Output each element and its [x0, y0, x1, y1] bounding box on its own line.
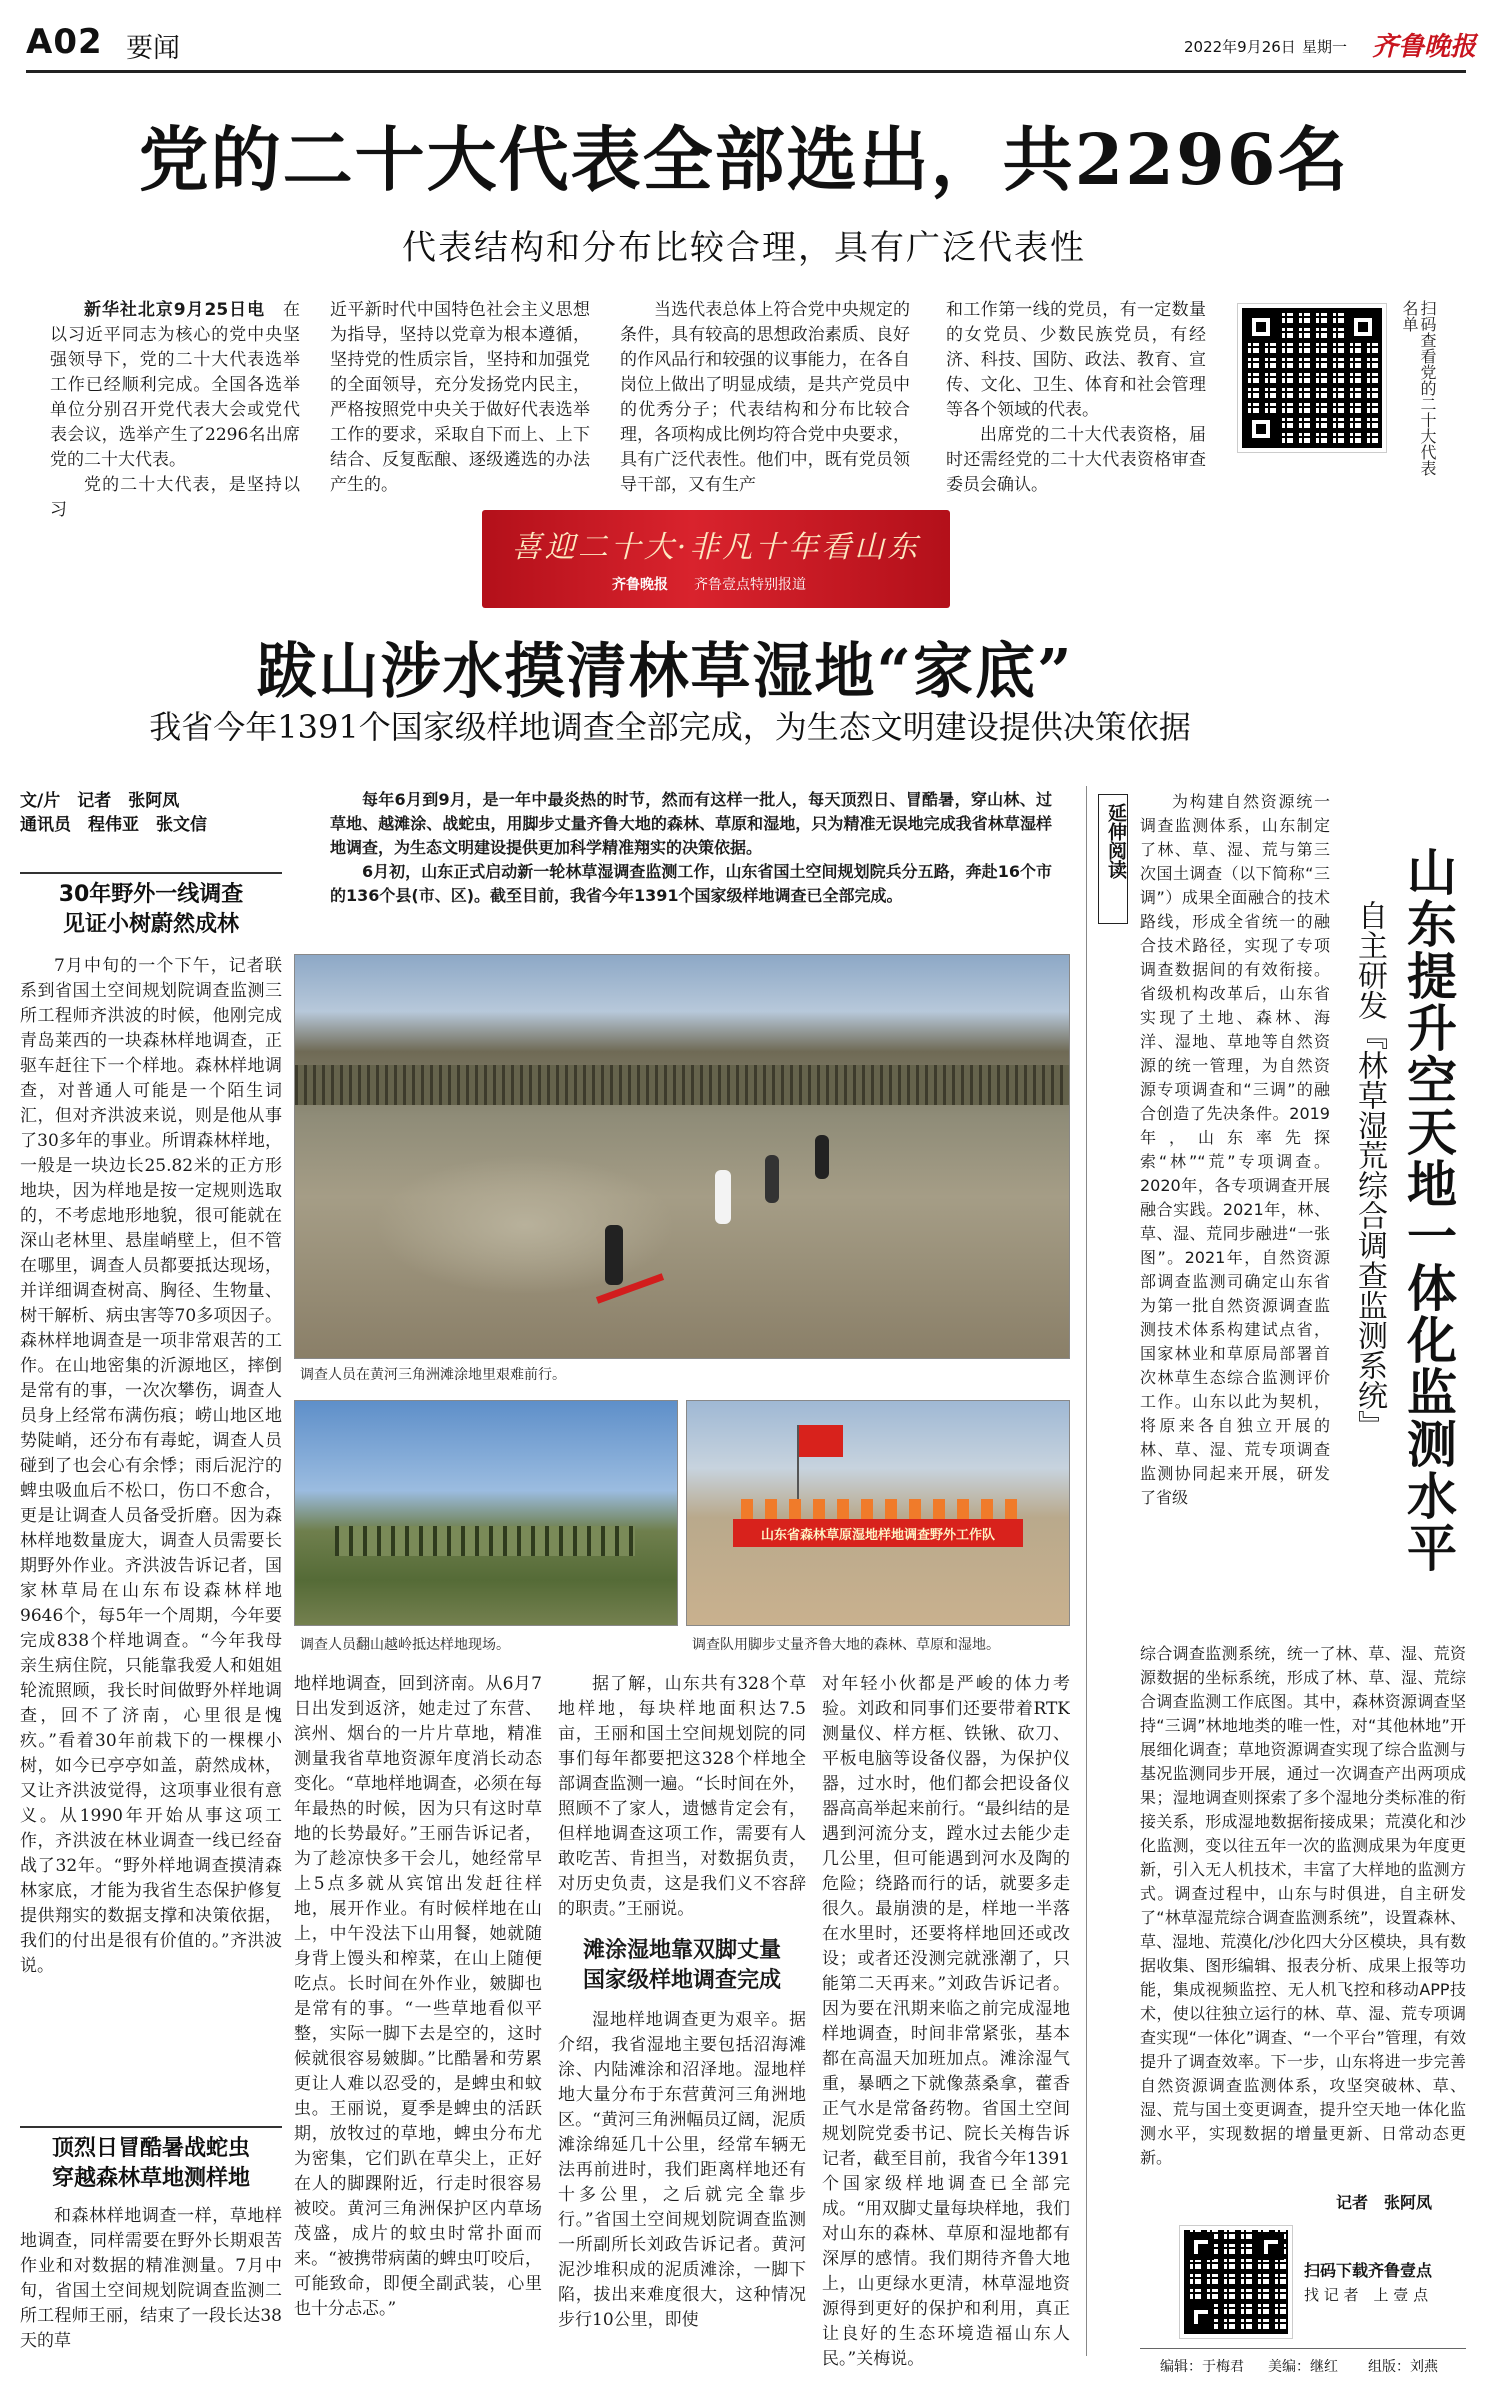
photo-hillside — [294, 1400, 678, 1626]
left-column-rule — [20, 872, 282, 874]
section-name: 要闻 — [126, 33, 180, 64]
feature-subhead: 我省今年1391个国家级样地调查全部完成，为生态文明建设提供决策依据 — [149, 708, 1191, 746]
app-download-line-2: 找 记 者 上 壹 点 — [1304, 2286, 1429, 2304]
masthead-rule — [26, 70, 1466, 73]
middle-column-1 — [294, 1672, 542, 2384]
banner-tag: 齐鲁壹点特别报道 — [694, 577, 806, 593]
lead-subhead: 代表结构和分布比较合理，具有广泛代表性 — [402, 228, 1086, 268]
app-download-line-1: 扫码下载齐鲁壹点 — [1304, 2261, 1433, 2280]
lead-column-3 — [620, 298, 910, 498]
sidebar-column-1 — [1140, 790, 1330, 1642]
footer-proofer: 组版：刘燕 — [1368, 2359, 1438, 2375]
app-qr-code[interactable] — [1180, 2226, 1292, 2338]
left-column-body-2: 和森林样地调查一样，草地样地调查，同样需要在野外长期艰苦作业和对数据的精准测量。7月中旬，省国土空间规划院调查监测二所工程师王丽，结束了一段长达38天的草 — [20, 2206, 282, 2351]
footer-designer: 美编：继红 — [1268, 2359, 1338, 2375]
photo-banner-text: 山东省森林草原湿地样地调查野外工作队 — [760, 1528, 995, 1543]
lead-dateline: 新华社北京9月25日电 — [84, 300, 266, 320]
banner-title: 喜迎二十大·非凡十年看山东 — [511, 530, 921, 565]
middle-column-2-body-a: 据了解，山东共有328个草地样地，每块样地面积达7.5亩，王丽和国土空间规划院的同事们每年都要把这328个样地全部调查监测一遍。“长时间在外，照顾不了家人，遗憾肯定会有，但样地调查这项工作，需要有人敢吃苦、肯担当，对数据负责，对历史负责，这是我们义不容辞的职责。”王丽说。 — [558, 1674, 806, 1919]
middle-column-1-body: 地样地调查，回到济南。从6月7日出发到返济，她走过了东营、滨州、烟台的一片片草地，精准测量我省草地资源年度消长动态变化。“草地样地调查，必须在每年最热的时候，因为只有这时草地的长势最好。”王丽告诉记者，为了趁凉快多干会儿，她经常早上5点多就从宾馆出发赶往样地，展开作业。有时候样地在山上，中午没法下山用餐，她就随身背上馒头和榨菜，在山上随便吃点。长时间在外作业，皴脚也是常有的事。“一些草地看似平整，实际一脚下去是空的，这时候就很容易皴脚。”比酷暑和劳累更让人难以忍受的，是蜱虫和蚊虫。王丽说，夏季是蜱虫的活跃期，放牧过的草地，蜱虫分布尤为密集，它们趴在草尖上，正好在人的脚踝附近，行走时很容易被咬。黄河三角洲保护区内草场茂盛，成片的蚊虫时常扑面而来。“被携带病菌的蜱虫叮咬后，可能致命，即便全副武装，心里也十分忐忑。” — [294, 1674, 542, 2319]
sidebar-body-1: 为构建自然资源统一调查监测体系，山东制定了林、草、湿、荒与第三次国土调查（以下简称“三调”）成果全面融合的技术路线，形成全省统一的融合技术路径，实现了专项调查数据间的有效衔接。省级机构改革后，山东省实现了土地、森林、海洋、湿地、草地等自然资源的统一管理，为自然资源专项调查和“三调”的融合创造了先决条件。2019年，山东率先探索“林”“荒”专项调查。2020年，各专项调查开展融合实践。2021年，林、草、湿、荒同步融进“一张图”。2021年，自然资源部调查监测司确定山东省为第一批自然资源调查监测技术体系构建试点省，国家林业和草原局部署首次林草生态综合监测评价工作。山东以此为契机，将原来各自独立开展的林、草、湿、荒专项调查监测协同起来开展，研发了省级 — [1140, 792, 1330, 1507]
sidebar-divider — [1086, 786, 1087, 2356]
lead-column-2 — [330, 298, 590, 498]
lead-text-2: 近平新时代中国特色社会主义思想为指导，坚持以党章为根本遵循，坚持党的性质宗旨，坚持和加强党的全面领导，充分发扬党内民主，严格按照党中央关于做好代表选举工作的要求，采取自下而上、上下结合、反复酝酿、逐级遴选的办法产生的。 — [330, 300, 590, 495]
sidebar-headline: 山东提升空天地一体化监测水平 — [1399, 846, 1458, 1574]
feature-byline-2: 通讯员 程伟亚 张文信 — [20, 815, 207, 835]
lead-text-1b: 党的二十大代表，是坚持以习 — [50, 475, 300, 520]
feature-headline: 跋山涉水摸清林草湿地“家底” — [256, 637, 1074, 707]
photo-tidal-flat — [294, 954, 1070, 1359]
banner-brand: 齐鲁晚报 — [612, 577, 668, 593]
left-column-text-2 — [20, 2204, 282, 2384]
series-banner — [482, 510, 950, 608]
sidebar-tag-box — [1098, 794, 1128, 924]
footer-editor: 编辑：于梅君 — [1160, 2359, 1244, 2375]
feature-intro — [330, 788, 1052, 908]
page-number: A02 — [26, 22, 103, 62]
sidebar-byline: 记者 张阿凤 — [1336, 2193, 1433, 2212]
left-subhead-rule — [20, 2126, 282, 2128]
lead-text-4: 和工作第一线的党员，有一定数量的女党员、少数民族党员，有经济、科技、国防、政法、教育、宣传、文化、卫生、体育和社会管理等各个领域的代表。 — [946, 300, 1206, 420]
lead-text-1: 在以习近平同志为核心的党中央坚强领导下，党的二十大代表选举工作已经顺利完成。全国各选举单位分别召开党代表大会或党代表会议，选举产生了2296名出席党的二十大代表。 — [50, 300, 300, 470]
subhead-wetland: 滩涂湿地靠双脚丈量 国家级样地调查完成 — [582, 1938, 781, 1993]
issue-weekday: 星期一 — [1302, 38, 1348, 56]
lead-text-4b: 出席党的二十大代表资格，届时还需经党的二十大代表资格审查委员会确认。 — [946, 425, 1206, 495]
sidebar-tag: 延伸阅读 — [1105, 803, 1127, 879]
sidebar-subhead: 自主研发『林草湿荒综合调查监测系统』 — [1352, 900, 1387, 1440]
footer-rule — [1140, 2348, 1466, 2349]
sidebar-column-2 — [1140, 1642, 1466, 2188]
lead-column-1 — [50, 298, 300, 523]
lead-qr-note: 扫码查看党的二十大代表名单 — [1400, 300, 1437, 476]
issue-date: 2022年9月26日 — [1184, 38, 1296, 56]
middle-column-3 — [822, 1672, 1070, 2384]
caption-tidal-flat: 调查人员在黄河三角洲滩涂地里艰难前行。 — [300, 1367, 566, 1383]
lead-headline: 党的二十大代表全部选出，共2296名 — [138, 118, 1350, 201]
left-column-body: 7月中旬的一个下午，记者联系到省国土空间规划院调查监测三所工程师齐洪波的时候，他刚完成青岛莱西的一块森林样地调查，正驱车赶往下一个样地。森林样地调查，对普通人可能是一个陌生词汇，但对齐洪波来说，则是他从事了30多年的事业。所谓森林样地，一般是一块边长25.82米的正方形地块，因为样地是按一定规则选取的，不考虑地形地貌，很可能就在深山老林里、悬崖峭壁上，但不管在哪里，调查人员都要抵达现场，并详细调查树高、胸径、生物量、树干解析、病虫害等70多项因子。森林样地调查是一项非常艰苦的工作。在山地密集的沂源地区，摔倒是常有的事，一次次攀伤，调查人员身上经常布满伤痕；崂山地区地势陡峭，还分布有毒蛇，调查人员碰到了也会心有余悸；雨后泥泞的蜱虫吸血后不松口，伤口不愈合，更是让调查人员备受折磨。因为森林样地数量庞大，调查人员需要长期野外作业。齐洪波告诉记者，国家林草局在山东布设森林样地9646个，每5年一个周期，今年要完成838个样地调查。“今年我母亲生病住院，只能靠我爱人和姐姐轮流照顾，我长时间做野外样地调查，回不了济南，心里很是愧疚。”看着30年前栽下的一棵棵小树，如今已亭亭如盖，蔚然成林，又让齐洪波觉得，这项事业很有意义。从1990年开始从事这项工作，齐洪波在林业调查一线已经奋战了32年。“野外样地调查摸清森林家底，才能为我省生态保护修复提供翔实的数据支撑和决策依据，我们的付出是很有价值的。”齐洪波说。 — [20, 956, 282, 1976]
lead-column-4 — [946, 298, 1206, 498]
middle-column-2-body-b: 湿地样地调查更为艰辛。据介绍，我省湿地主要包括沼海滩涂、内陆滩涂和沼泽地。湿地样地大量分布于东营黄河三角洲地区。“黄河三角洲幅员辽阔，泥质滩涂绵延几十公里，经常车辆无法再前进时，我们距离样地还有十多公里，之后就完全靠步行。”省国土空间规划院调查监测一所副所长刘政告诉记者。黄河泥沙堆积成的泥质滩涂，一脚下陷，拔出来难度很大，这种情况步行10公里，即使 — [558, 2010, 806, 2330]
feature-intro-2: 6月初，山东正式启动新一轮林草湿调查监测工作，山东省国土空间规划院兵分五路，奔赴16个市的136个县(市、区)。截至目前，我省今年1391个国家级样地调查已全部完成。 — [330, 862, 1052, 905]
left-column-text — [20, 954, 282, 2122]
subhead-grassland: 顶烈日冒酷暑战蛇虫 穿越森林草地测样地 — [51, 2136, 250, 2191]
caption-hillside: 调查人员翻山越岭抵达样地现场。 — [300, 1637, 510, 1653]
sidebar-body-2: 综合调查监测系统，统一了林、草、湿、荒资源数据的坐标系统，形成了林、草、湿、荒综合调查监测工作底图。其中，森林资源调查坚持“三调”林地地类的唯一性，对“其他林地”开展细化调查；草地资源调查实现了综合监测与基况监测同步开展，通过一次调查产出两项成果；湿地调查则探索了多个湿地分类标准的衔接关系，形成湿地数据衔接成果；荒漠化和沙化监测，变以往五年一次的监测成果为年度更新，引入无人机技术，丰富了大样地的监测方式。调查过程中，山东与时俱进，自主研发了“林草湿荒综合调查监测系统”，设置森林、草、湿地、荒漠化/沙化四大分区模块，具有数据收集、图形编辑、报表分析、成果上报等功能，集成视频监控、无人机飞控和移动APP技术，使以往独立运行的林、草、湿、荒专项调查实现“一体化”调查、“一个平台”管理，有效提升了调查效率。下一步，山东将进一步完善自然资源调查监测体系，攻坚突破林、草、湿、荒与国土变更调查，提升空天地一体化监测水平，实现数据的增量更新、日常动态更新。 — [1140, 1644, 1466, 2167]
paper-logo: 齐鲁晚报 — [1372, 32, 1477, 62]
photo-survey-team — [686, 1400, 1070, 1626]
subhead-forest: 30年野外一线调查 见证小树蔚然成林 — [58, 882, 244, 937]
middle-column-3-body: 对年轻小伙都是严峻的体力考验。刘政和同事们还要带着RTK测量仪、样方框、铁锹、砍刀、平板电脑等设备仪器，为保护仪器，过水时，他们都会把设备仪器高高举起来前行。“最纠结的是遇到河流分支，蹚水过去能少走几公里，但可能遇到河水及陶的危险；绕路而行的话，就要多走很久。最崩溃的是，样地一半落在水里时，还要将样地回还或改设；或者还没测完就涨潮了，只能第二天再来。”刘政告诉记者。因为要在汛期来临之前完成湿地样地调查，时间非常紧张，基本都在高温天加班加点。滩涂湿气重，暴晒之下就像蒸桑拿，藿香正气水是常备药物。省国土空间规划院党委书记、院长关梅告诉记者，截至目前，我省今年1391个国家级样地调查已全部完成。“用双脚丈量每块样地，我们对山东的森林、草原和湿地都有深厚的感情。我们期待齐鲁大地上，山更绿水更清，林草湿地资源得到更好的保护和利用，真正让良好的生态环境造福山东人民。”关梅说。 — [822, 1674, 1070, 2369]
lead-text-3: 当选代表总体上符合党中央规定的条件，具有较高的思想政治素质、良好的作风品行和较强的议事能力，在各自岗位上做出了明显成绩，是共产党员中的优秀分子；代表结构和分布比较合理，各项构成比例均符合党中央要求，具有广泛代表性。他们中，既有党员领导干部，又有生产 — [620, 300, 910, 495]
lead-qr-code[interactable] — [1238, 304, 1386, 452]
caption-survey-team: 调查队用脚步丈量齐鲁大地的森林、草原和湿地。 — [692, 1637, 1000, 1653]
feature-byline-1: 文/片 记者 张阿凤 — [20, 791, 180, 811]
feature-intro-1: 每年6月到9月，是一年中最炎热的时节，然而有这样一批人，每天顶烈日、冒酷暑，穿山林、过草地、越滩涂、战蛇虫，用脚步丈量齐鲁大地的森林、草原和湿地，只为精准无误地完成我省林草湿样地调查，为生态文明建设提供更加科学精准翔实的决策依据。 — [330, 790, 1052, 857]
middle-column-2 — [558, 1672, 806, 2384]
